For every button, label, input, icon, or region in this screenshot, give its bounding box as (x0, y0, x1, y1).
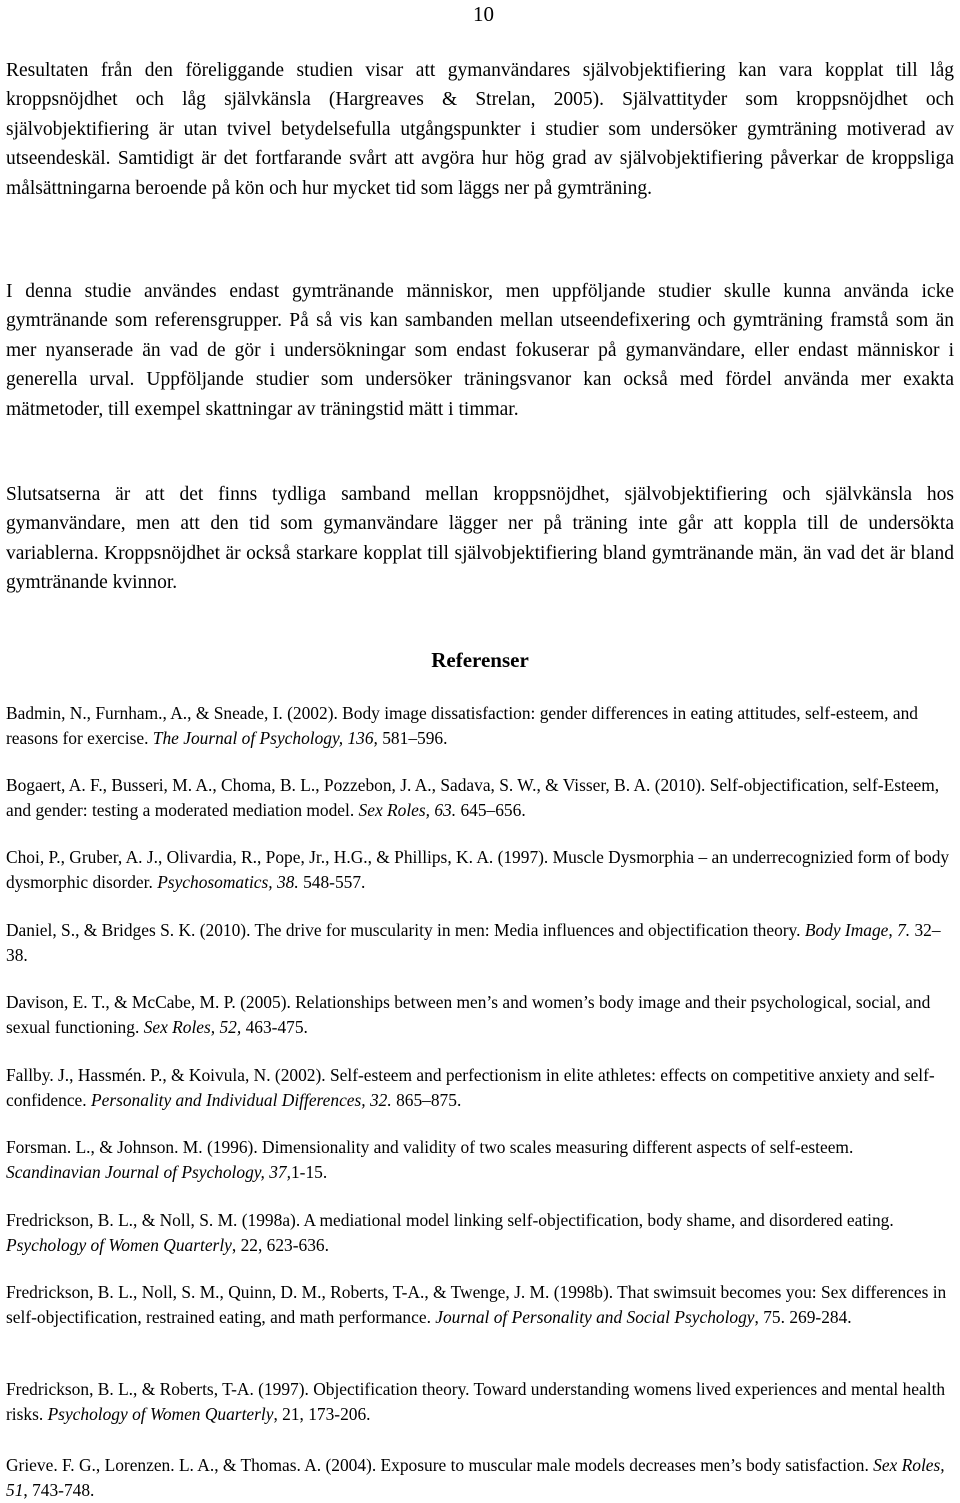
paragraph-conclusions (6, 480, 954, 598)
reference-entry: Bogaert, A. F., Busseri, M. A., Choma, B. L., Pozzebon, J. A., Sadava, S. W., & Visser, B. A. (2010). Self-objectification, self-Esteem, and gender: testing a moderated mediation model. Sex Roles, 63. 645–656. (6, 775, 940, 820)
reference-entry: Fredrickson, B. L., & Roberts, T-A. (1997). Objectification theory. Toward understanding womens lived experiences and mental health risks. Psychology of Women Quarterly, 21, 173-206. (6, 1379, 946, 1424)
reference-entry: Fallby. J., Hassmén. P., & Koivula, N. (2002). Self-esteem and perfectionism in elite athletes: effects on competitive anxiety and self-confidence. Personality and Individual Differences, 32. 865–875. (6, 1065, 935, 1110)
reference-entry: Davison, E. T., & McCabe, M. P. (2005). Relationships between men’s and women’s body image and their psychological, social, and sexual functioning. Sex Roles, 52, 463-475. (6, 992, 931, 1037)
reference-entry: Badmin, N., Furnham., A., & Sneade, I. (2002). Body image dissatisfaction: gender differences in eating attitudes, self-esteem, and reasons for exercise. The Journal of Psychology, 136, 581–596. (6, 703, 918, 748)
page-number: 10 (473, 2, 494, 26)
reference-entry: Daniel, S., & Bridges S. K. (2010). The drive for muscularity in men: Media influences and objectification theory. Body Image, 7. 32–38. (6, 920, 941, 965)
paragraph-text: Slutsatserna är att det finns tydliga samband mellan kroppsnöjdhet, självobjektifiering och självkänsla hos gymanvändare, men att den tid som gymanvändare lägger ner på träning inte går att koppla till de undersökta variablerna. Kroppsnöjdhet är också starkare kopplat till självobjektifiering bland gymtränande män, än vad det är bland gymtränande kvinnor. (6, 484, 954, 594)
paragraph-text: Resultaten från den föreliggande studien visar att gymanvändares självobjektifiering kan vara kopplat till låg kroppsnöjdhet och låg självkänsla (Hargreaves & Strelan, 2005). Självattityder som kroppsnöjdhet och självobjektifiering är utan tvivel betydelsefulla utgångspunkter i studier som undersöker gymträning motiverad av utseendeskäl. Samtidigt är det fortfarande svårt att avgöra hur hög grad av självobjektifiering påverkar de kroppsliga målsättningarna beroende på kön och hur mycket tid som läggs ner på gymträning. (6, 60, 954, 199)
paragraph-text: I denna studie användes endast gymtränande människor, men uppföljande studier skulle kunna använda icke gymtränande som referensgrupper. På så vis kan sambanden mellan utseendefixering och gymträning framstå som än mer nyanserade än vad de gör i undersökningar som endast fokuserar på gymanvändare, eller endast människor i generella urval. Uppföljande studier som undersöker träningsvanor kan också med fördel använda mer exakta mätmetoder, till exempel skattningar av träningstid mätt i timmar. (6, 281, 954, 420)
paragraph-future-studies (6, 277, 954, 424)
reference-entry: Grieve. F. G., Lorenzen. L. A., & Thomas. A. (2004). Exposure to muscular male models decreases men’s body satisfaction. Sex Roles, 51, 743-748. (6, 1455, 945, 1500)
reference-entry: Choi, P., Gruber, A. J., Olivardia, R., Pope, Jr., H.G., & Phillips, K. A. (1997). Muscle Dysmorphia – an underrecognizied form of body dysmorphic disorder. Psychosomatics, 38. 548-557. (6, 847, 950, 892)
reference-entry: Forsman. L., & Johnson. M. (1996). Dimensionality and validity of two scales measuring different aspects of self-esteem. Scandinavian Journal of Psychology, 37,1-15. (6, 1137, 854, 1182)
references-heading: Referenser (431, 648, 529, 672)
paragraph-results (6, 56, 954, 203)
reference-entry: Fredrickson, B. L., & Noll, S. M. (1998a). A mediational model linking self-objectification, body shame, and disordered eating. Psychology of Women Quarterly, 22, 623-636. (6, 1210, 894, 1255)
reference-entry: Fredrickson, B. L., Noll, S. M., Quinn, D. M., Roberts, T-A., & Twenge, J. M. (1998b). That swimsuit becomes you: Sex differences in self-objectification, restrained eating, and math performance. Journal of Personality and Social Psychology, 75. 269-284. (6, 1282, 947, 1327)
